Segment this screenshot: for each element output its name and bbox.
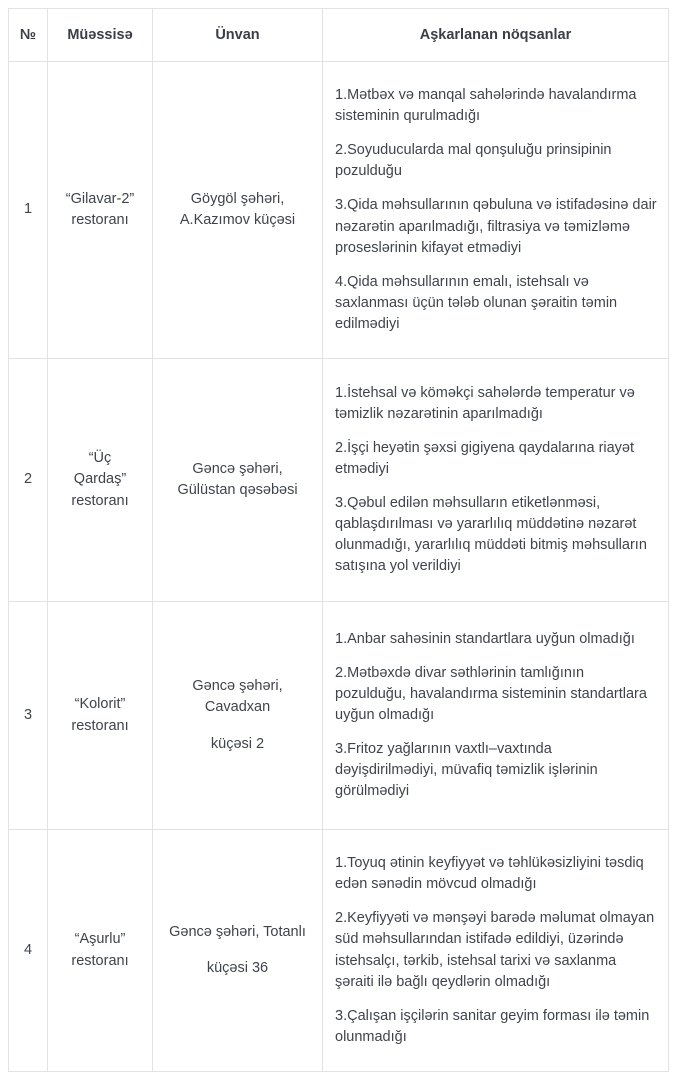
enterprise-name-line: restoranı bbox=[71, 212, 129, 228]
deficiency-item: 4.Qida məhsullarının emalı, istehsalı və saxlanması üçün tələb olunan şəraitin təmin edilmədiyi bbox=[335, 273, 618, 332]
cell-deficiencies bbox=[323, 62, 669, 359]
cell-enterprise-name bbox=[48, 602, 153, 830]
address-paragraph bbox=[159, 734, 316, 755]
cell-deficiencies bbox=[323, 359, 669, 602]
cell-address bbox=[153, 359, 323, 602]
deficiency-item: 3.Qəbul edilən məhsulların etiketlənməsi, qablaşdırılması və yararlılıq müddətinə nəzarət olunmadığı, yararlılıq müddəti bitmiş məhsulların satışına yol verildiyi bbox=[335, 495, 647, 575]
address-line: Gəncə şəhəri, bbox=[192, 678, 283, 695]
column-header-address: Ünvan bbox=[153, 9, 323, 62]
cell-row-number: 3 bbox=[9, 602, 48, 830]
cell-deficiencies bbox=[323, 830, 669, 1072]
enterprise-name-line: restoranı bbox=[71, 717, 129, 734]
address-line: A.Kazımov küçəsi bbox=[179, 212, 296, 228]
enterprise-name-line: “Aşurlu” bbox=[74, 931, 126, 948]
cell-enterprise-name bbox=[48, 62, 153, 359]
cell-row-number: 4 bbox=[9, 830, 48, 1072]
table-row bbox=[9, 359, 669, 602]
deficiency-item: 1.Mətbəx və manqal sahələrində havalandırma sisteminin qurulmadığı bbox=[335, 87, 637, 125]
address-line: Cavadxan bbox=[204, 699, 271, 716]
enterprise-name-line: Qardaş” bbox=[73, 471, 127, 488]
column-header-no: № bbox=[9, 9, 48, 62]
address-paragraph bbox=[159, 459, 316, 501]
table-row bbox=[9, 62, 669, 359]
deficiency-item: 2.Keyfiyyəti və mənşəyi barədə məlumat olmayan süd məhsullarından istifadə edildiyi, üzərində istehsalçı, tərkib, istehsal tarixi və saxlanma şəraiti ilə bağlı qeydlərin olmadığı bbox=[335, 910, 655, 990]
inspection-table bbox=[8, 8, 669, 1072]
deficiency-item: 1.İstehsal və köməkçi sahələrdə temperatur və təmizlik nəzarətinin aparılmadığı bbox=[335, 384, 635, 422]
cell-address bbox=[153, 830, 323, 1072]
deficiency-item: 1.Anbar sahəsinin standartlara uyğun olmadığı bbox=[335, 630, 635, 647]
address-line: Gəncə şəhəri, bbox=[192, 460, 283, 477]
address-line: küçəsi 36 bbox=[206, 960, 269, 976]
deficiency-item: 3.Çalışan işçilərin sanitar geyim forması ilə təmin olunmadığı bbox=[335, 1007, 650, 1045]
cell-deficiencies bbox=[323, 602, 669, 830]
enterprise-name-line: “Kolorit” bbox=[74, 696, 126, 713]
table-row bbox=[9, 602, 669, 830]
cell-row-number: 1 bbox=[9, 62, 48, 359]
address-paragraph bbox=[159, 189, 316, 231]
address-line: Gülüstan qəsəbəsi bbox=[177, 482, 298, 498]
column-header-enterprise: Müəssisə bbox=[48, 9, 153, 62]
address-line: Göygöl şəhəri, bbox=[190, 190, 285, 207]
deficiency-item: 2.Mətbəxdə divar səthlərinin tamlığının pozulduğu, havalandırma sisteminin standartlara uyğun olmadığı bbox=[335, 664, 647, 723]
address-line: küçəsi 2 bbox=[210, 735, 265, 752]
cell-address bbox=[153, 62, 323, 359]
deficiency-item: 2.İşçi heyətin şəxsi gigiyena qaydalarına riayət etmədiyi bbox=[335, 439, 635, 477]
address-paragraph bbox=[159, 676, 316, 718]
deficiency-item: 1.Toyuq ətinin keyfiyyət və təhlükəsizliyini təsdiq edən sənədin mövcud olmadığı bbox=[335, 855, 644, 893]
column-header-deficiencies: Aşkarlanan nöqsanlar bbox=[323, 9, 669, 62]
deficiency-item: 2.Soyuducularda mal qonşuluğu prinsipinin pozulduğu bbox=[335, 142, 612, 180]
cell-row-number: 2 bbox=[9, 359, 48, 602]
cell-enterprise-name bbox=[48, 830, 153, 1072]
enterprise-name-line: “Üç bbox=[88, 450, 112, 467]
deficiency-item: 3.Qida məhsullarının qəbuluna və istifadəsinə dair nəzarətin aparılmadığı, filtrasiya və təmizləmə proseslərinin kifayət etmədiyi bbox=[335, 197, 657, 256]
address-paragraph bbox=[159, 958, 316, 979]
enterprise-name-line: restoranı bbox=[71, 492, 129, 509]
enterprise-name-line: restoranı bbox=[71, 952, 129, 969]
deficiency-item: 3.Fritoz yağlarının vaxtlı–vaxtında dəyişdirilmədiyi, müvafiq təmizlik işlərinin görülmədiyi bbox=[335, 741, 598, 800]
address-line: Gəncə şəhəri, Totanlı bbox=[169, 923, 306, 940]
enterprise-name-line: “Gilavar-2” bbox=[65, 190, 135, 207]
header-row bbox=[9, 9, 669, 62]
cell-enterprise-name bbox=[48, 359, 153, 602]
table-row bbox=[9, 830, 669, 1072]
cell-address bbox=[153, 602, 323, 830]
